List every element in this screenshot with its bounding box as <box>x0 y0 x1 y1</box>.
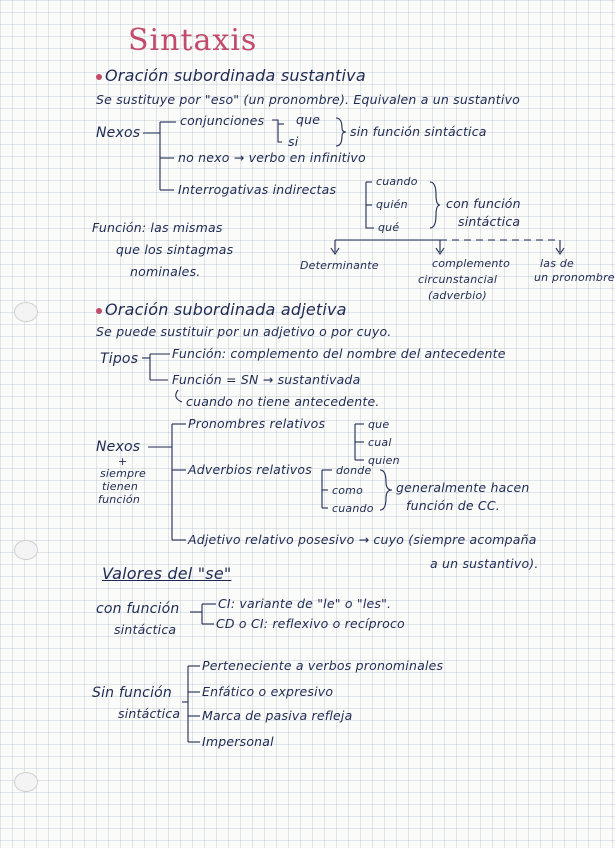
conj-option-si: si <box>288 134 299 149</box>
interrog-note-1: con función <box>446 196 521 211</box>
sin-option-impersonal: Impersonal <box>202 734 274 749</box>
adv-option-donde: donde <box>336 464 372 477</box>
pron-option-quien: quien <box>368 454 400 467</box>
adv-option-como: como <box>332 484 364 497</box>
section2-definition: Se puede sustituir por un adjetivo o por cuyo. <box>96 324 392 339</box>
branch-las-de: las de <box>540 257 574 270</box>
pron-option-cual: cual <box>368 436 392 449</box>
tipo-1: Función: complemento del nombre del antecedente <box>172 346 506 361</box>
conjunciones-label: conjunciones <box>180 113 265 128</box>
adv-note-1: generalmente hacen <box>396 480 530 495</box>
nexos-note-tienen: tienen <box>102 480 139 493</box>
branch-circunstancial: circunstancial <box>418 273 498 286</box>
adv-note-2: función de CC. <box>406 498 500 513</box>
pronombres-relativos-label: Pronombres relativos <box>188 416 326 431</box>
section1-nexos-label: Nexos <box>96 125 141 141</box>
interrog-option-que: qué <box>378 221 400 234</box>
adjetivo-relativo-note: a un sustantivo). <box>430 556 539 571</box>
page-title: Sintaxis <box>128 23 258 58</box>
funcion-line-1: Función: las mismas <box>92 220 223 235</box>
conj-option-que: que <box>296 112 321 127</box>
nexos-note-funcion: función <box>98 493 141 506</box>
sin-funcion-label-2: sintáctica <box>118 706 181 721</box>
sin-option-pronominales: Perteneciente a verbos pronominales <box>202 658 444 673</box>
branch-determinante: Determinante <box>300 259 379 272</box>
branch-complemento: complemento <box>432 257 510 270</box>
adjetivo-relativo-line: Adjetivo relativo posesivo → cuyo (siempre acompaña <box>188 532 537 547</box>
adv-option-cuando: cuando <box>332 502 374 515</box>
con-option-ci: CI: variante de "le" o "les". <box>218 596 392 611</box>
tipo-2-note: cuando no tiene antecedente. <box>186 394 380 409</box>
con-funcion-label-2: sintáctica <box>114 622 177 637</box>
sin-option-pasiva-refleja: Marca de pasiva refleja <box>202 708 353 723</box>
interrog-option-cuando: cuando <box>376 175 418 188</box>
section2-heading: Oración subordinada adjetiva <box>105 300 347 319</box>
tipo-2: Función = SN → sustantivada <box>172 372 361 387</box>
interrogativas-label: Interrogativas indirectas <box>178 182 337 197</box>
interrog-note-2: sintáctica <box>458 214 521 229</box>
sin-funcion-label-1: Sin función <box>92 685 172 701</box>
pron-option-que: que <box>368 418 390 431</box>
conj-note: sin función sintáctica <box>350 124 487 139</box>
nexos-note-plus: + <box>118 455 128 468</box>
tipos-label: Tipos <box>100 351 139 367</box>
nexos-note-siempre: siempre <box>100 467 146 480</box>
section2-nexos-label: Nexos <box>96 439 141 455</box>
section1-heading: Oración subordinada sustantiva <box>105 66 366 85</box>
adverbios-relativos-label: Adverbios relativos <box>188 462 312 477</box>
bullet-icon <box>96 74 102 80</box>
section1-definition: Se sustituye por "eso" (un pronombre). Equivalen a un sustantivo <box>96 92 521 107</box>
no-nexo-line: no nexo → verbo en infinitivo <box>178 150 366 165</box>
sin-option-enfatico: Enfático o expresivo <box>202 684 334 699</box>
con-option-cd-ci: CD o CI: reflexivo o recíproco <box>216 616 405 631</box>
funcion-line-2: que los sintagmas <box>116 242 234 257</box>
funcion-line-3: nominales. <box>130 264 201 279</box>
interrog-option-quien: quién <box>376 198 408 211</box>
section3-heading: Valores del "se" <box>102 564 232 583</box>
branch-pronombre: un pronombre <box>534 271 615 284</box>
branch-adverbio: (adverbio) <box>428 289 487 302</box>
con-funcion-label-1: con función <box>96 601 180 617</box>
bullet-icon <box>96 308 102 314</box>
